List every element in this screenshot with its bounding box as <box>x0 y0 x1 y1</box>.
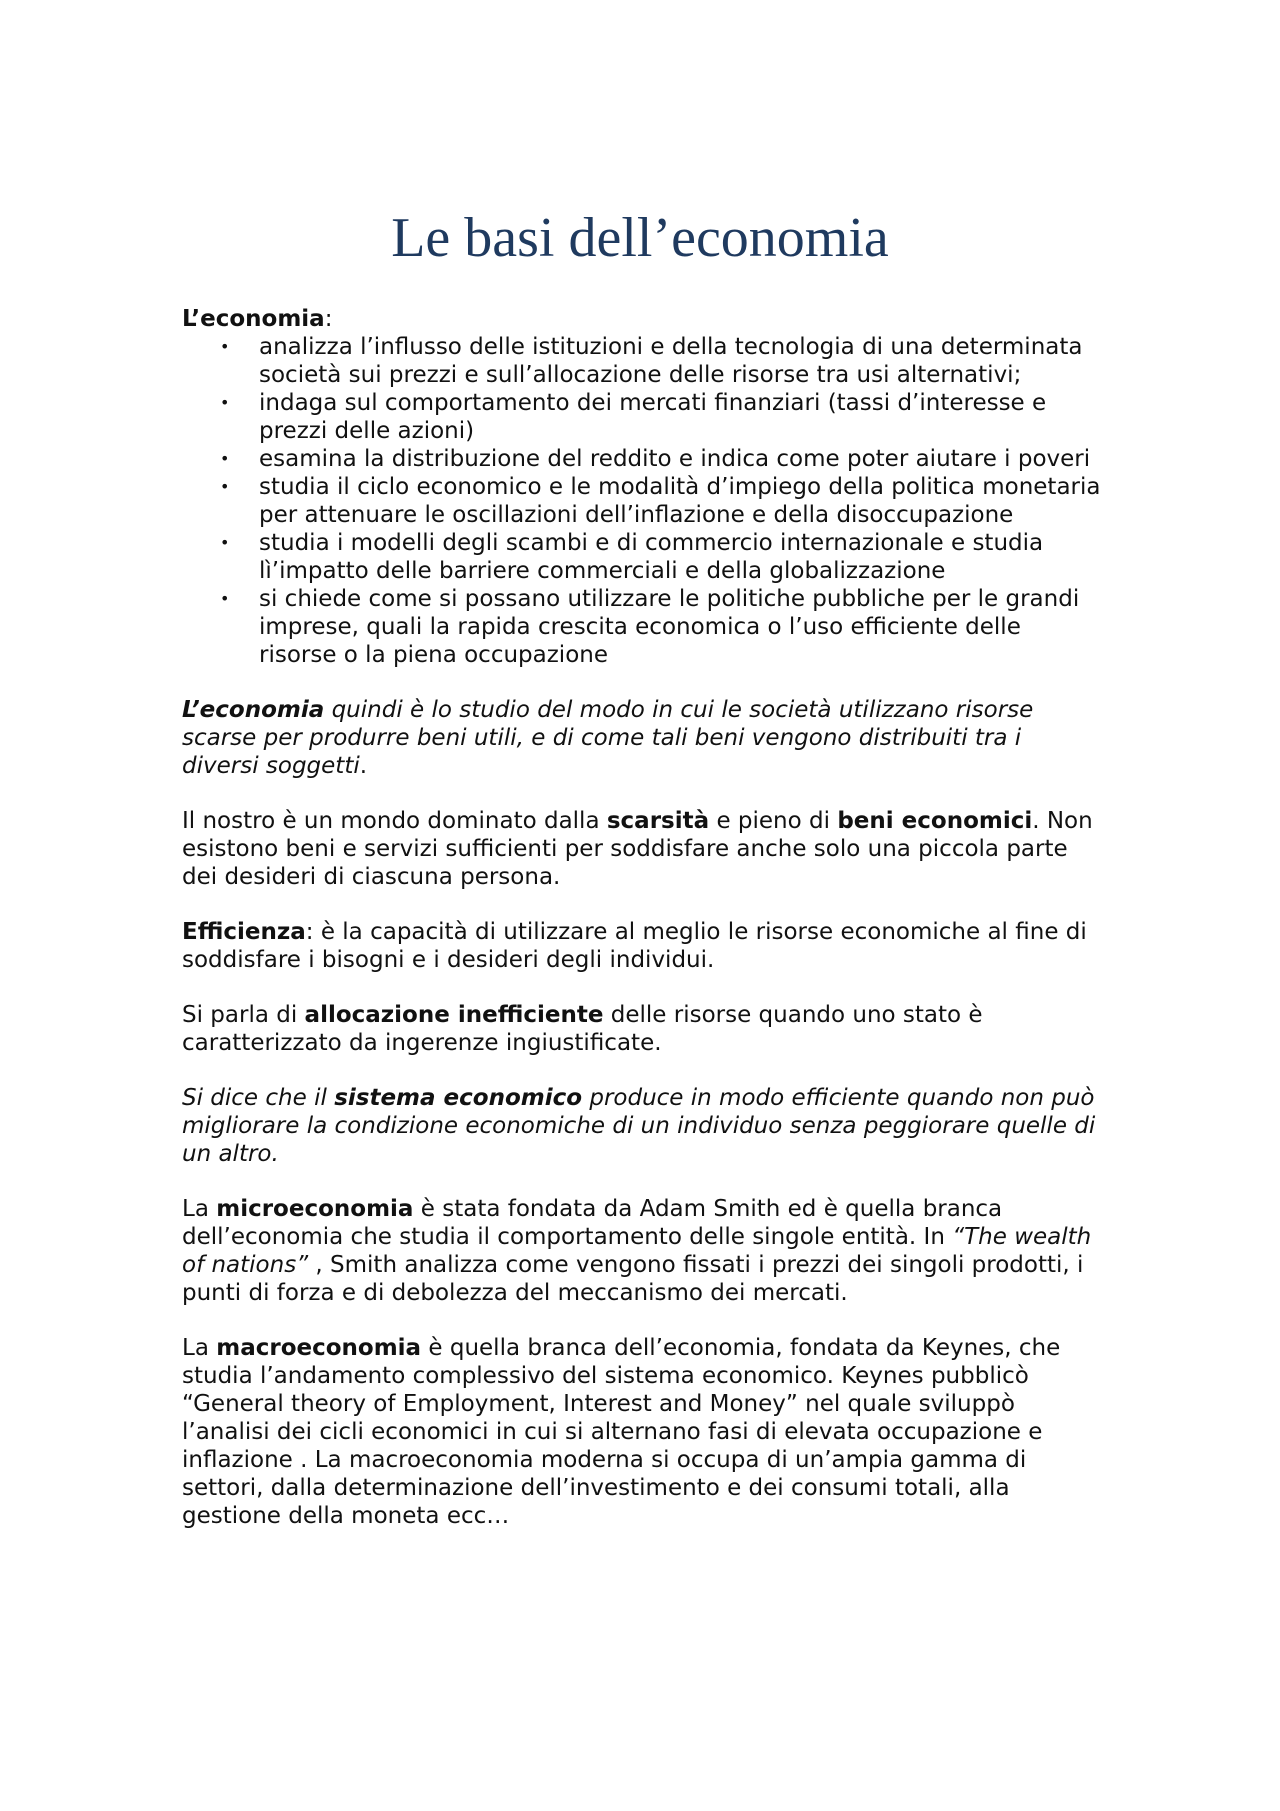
list-item-text: indaga sul comportamento dei mercati finanziari (tassi d’interesse e prezzi delle azioni) <box>259 390 1047 444</box>
macro-text-2: è quella branca dell’economia, fondata da Keynes, che studia l’andamento complessivo del sistema economico. Keynes pubblicò “General theory of Employment, Interest and Money” nel quale sviluppò l’analisi dei cicli economici in cui si alternano fasi di elevata occupazione e inflazione . La macroeconomia moderna si occupa di un’ampia gamma di settori, dalla determinazione dell’investimento e dei consumi totali, alla gestione della moneta ecc… <box>182 1335 1061 1529</box>
efficiency-paragraph <box>182 918 1102 974</box>
definition-term: L’economia <box>182 697 325 723</box>
spacer <box>182 974 1102 1001</box>
efficiency-term: Efficienza <box>182 919 306 945</box>
scarcity-paragraph <box>182 807 1102 891</box>
definition-text: quindi è lo studio del modo in cui le società utilizzano risorse scarse per produrre beni utili, e di come tali beni vengono distribuiti tra i diversi soggetti <box>182 697 1034 779</box>
list-item-text: esamina la distribuzione del reddito e indica come poter aiutare i poveri <box>259 446 1091 472</box>
bullet-icon: • <box>220 589 230 608</box>
document-title: Le basi dell’economia <box>391 207 889 269</box>
definition-paragraph <box>182 696 1102 780</box>
list-item <box>182 333 1102 389</box>
document-body <box>182 305 1102 1530</box>
system-text-2: produce in modo efficiente quando non può migliorare la condizione economiche di un individuo senza peggiorare quelle di un altro. <box>182 1085 1096 1167</box>
bullet-icon: • <box>220 449 230 468</box>
list-item <box>182 585 1102 669</box>
list-item-text: studia i modelli degli scambi e di commercio internazionale e studia lì’impatto delle barriere commerciali e della globalizzazione <box>259 530 1044 584</box>
scarcity-text-2: e pieno di <box>709 808 838 834</box>
microeconomics-term: microeconomia <box>216 1196 414 1222</box>
list-item-text: si chiede come si possano utilizzare le politiche pubbliche per le grandi imprese, quali la rapida crescita economica o l’uso efficiente delle risorse o la piena occupazione <box>259 586 1080 668</box>
macro-text-1: La <box>182 1335 217 1361</box>
bullet-icon: • <box>220 337 230 356</box>
spacer <box>182 1307 1102 1334</box>
spacer <box>182 780 1102 807</box>
list-item <box>182 529 1102 585</box>
spacer <box>182 1057 1102 1084</box>
bullet-icon: • <box>220 477 230 496</box>
list-item <box>182 445 1102 473</box>
book-title: “The wealth of nations” <box>182 1224 1092 1278</box>
allocation-term: allocazione inefficiente <box>304 1002 604 1028</box>
scarcity-term: scarsità <box>606 808 710 834</box>
list-item-text: studia il ciclo economico e le modalità d’impiego della politica monetaria per attenuare le oscillazioni dell’inflazione e della disoccupazione <box>259 474 1101 528</box>
allocation-paragraph <box>182 1001 1102 1057</box>
list-item <box>182 473 1102 529</box>
economy-bullet-list <box>182 333 1102 669</box>
efficiency-text: : è la capacità di utilizzare al meglio le risorse economiche al fine di soddisfare i bisogni e i desideri degli individui. <box>182 919 1087 973</box>
micro-text-3: , Smith analizza come vengono fissati i prezzi dei singoli prodotti, i punti di forza e di debolezza del meccanismo dei mercati. <box>182 1252 1084 1306</box>
micro-text-1: La <box>182 1196 217 1222</box>
scarcity-text-1: Il nostro è un mondo dominato dalla <box>182 808 607 834</box>
macroeconomics-paragraph <box>182 1334 1102 1530</box>
allocation-text-1: Si parla di <box>182 1002 305 1028</box>
micro-text-2: è stata fondata da Adam Smith ed è quella branca dell’economia che studia il comportamento delle singole entità. In <box>182 1196 1003 1250</box>
scarcity-text-3: . Non esistono beni e servizi sufficienti per soddisfare anche solo una piccola parte dei desideri di ciascuna persona. <box>182 808 1093 890</box>
microeconomics-paragraph <box>182 1195 1102 1307</box>
economic-goods-term: beni economici <box>837 808 1033 834</box>
bullet-icon: • <box>220 393 230 412</box>
spacer <box>182 891 1102 918</box>
bullet-icon: • <box>220 533 230 552</box>
definition-end: . <box>359 753 368 779</box>
spacer <box>182 669 1102 696</box>
allocation-text-2: delle risorse quando uno stato è caratterizzato da ingerenze ingiustificate. <box>182 1002 983 1056</box>
economic-system-term: sistema economico <box>334 1085 583 1111</box>
intro-heading <box>182 305 1102 333</box>
spacer <box>182 1168 1102 1195</box>
list-item-text: analizza l’influsso delle istituzioni e della tecnologia di una determinata società sui prezzi e sull’allocazione delle risorse tra usi alternativi; <box>259 334 1083 388</box>
system-text-1: Si dice che il <box>182 1085 335 1111</box>
list-item <box>182 389 1102 445</box>
intro-term: L’economia <box>182 306 325 332</box>
macroeconomics-term: macroeconomia <box>216 1335 422 1361</box>
intro-colon: : <box>324 306 333 332</box>
economic-system-paragraph <box>182 1084 1102 1168</box>
